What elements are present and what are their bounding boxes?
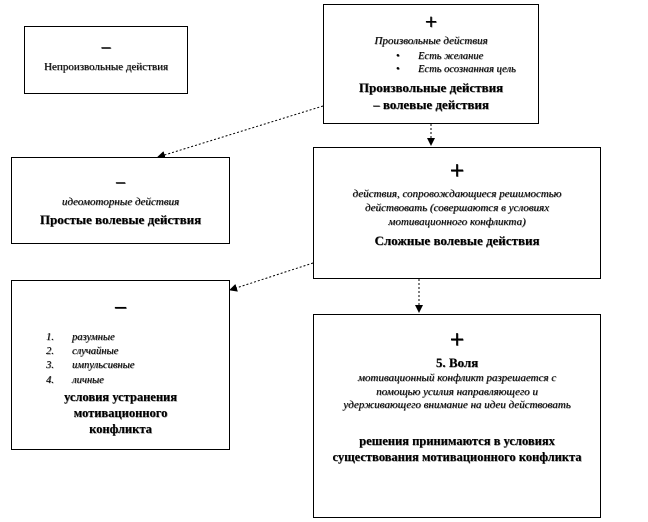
conflict-list: [46, 331, 229, 388]
will-box: [313, 314, 601, 518]
conflict-title: условия устранения мотивационного конфликта: [63, 389, 178, 437]
voluntary-actions-box: [323, 4, 539, 124]
minus-sign: –: [116, 171, 125, 191]
bullet-item: • Есть желание: [396, 50, 538, 64]
plus-sign: +: [449, 156, 465, 185]
voluntary-title: Произвольные действия – волевые действия: [358, 80, 504, 112]
complex-title: Сложные волевые действия: [374, 233, 540, 249]
will-title: 5. Воля: [435, 355, 479, 370]
list-item: 1. разумные: [46, 332, 115, 343]
bullet-item: • Есть осознанная цель: [396, 63, 538, 77]
minus-sign: –: [115, 293, 126, 318]
plus-sign: +: [449, 325, 465, 354]
minus-sign: –: [101, 36, 111, 56]
plus-sign: +: [424, 9, 438, 34]
voluntary-bullets: [396, 50, 538, 77]
complex-actions-box: [313, 147, 601, 279]
list-item: 2. случайные: [46, 346, 119, 358]
simple-title: Простые волевые действия: [39, 211, 202, 227]
involuntary-actions-box: [24, 26, 188, 94]
complex-subtitle: действия, сопровождающиеся решимостью действовать (совершаются в условиях мотивационного конфликта): [352, 188, 562, 228]
voluntary-subtitle: Произвольные действия: [374, 35, 488, 47]
arrow-to-conflict: [230, 263, 313, 290]
arrow-to-simple: [158, 106, 323, 157]
simple-subtitle: идеомоторные действия: [61, 196, 180, 208]
simple-actions-box: [11, 157, 230, 244]
involuntary-actions-label: Непроизвольные действия: [43, 61, 169, 73]
list-item: 3. импульсивные: [46, 360, 135, 372]
conflict-conditions-box: [11, 280, 230, 450]
list-item: 4. личные: [46, 374, 104, 386]
will-footer: решения принимаются в условиях существования мотивационного конфликта: [332, 434, 582, 465]
will-subtitle: мотивационный конфликт разрешается с помощью усилия направляющего и удерживающего внимание на идеи действовать: [343, 371, 571, 412]
